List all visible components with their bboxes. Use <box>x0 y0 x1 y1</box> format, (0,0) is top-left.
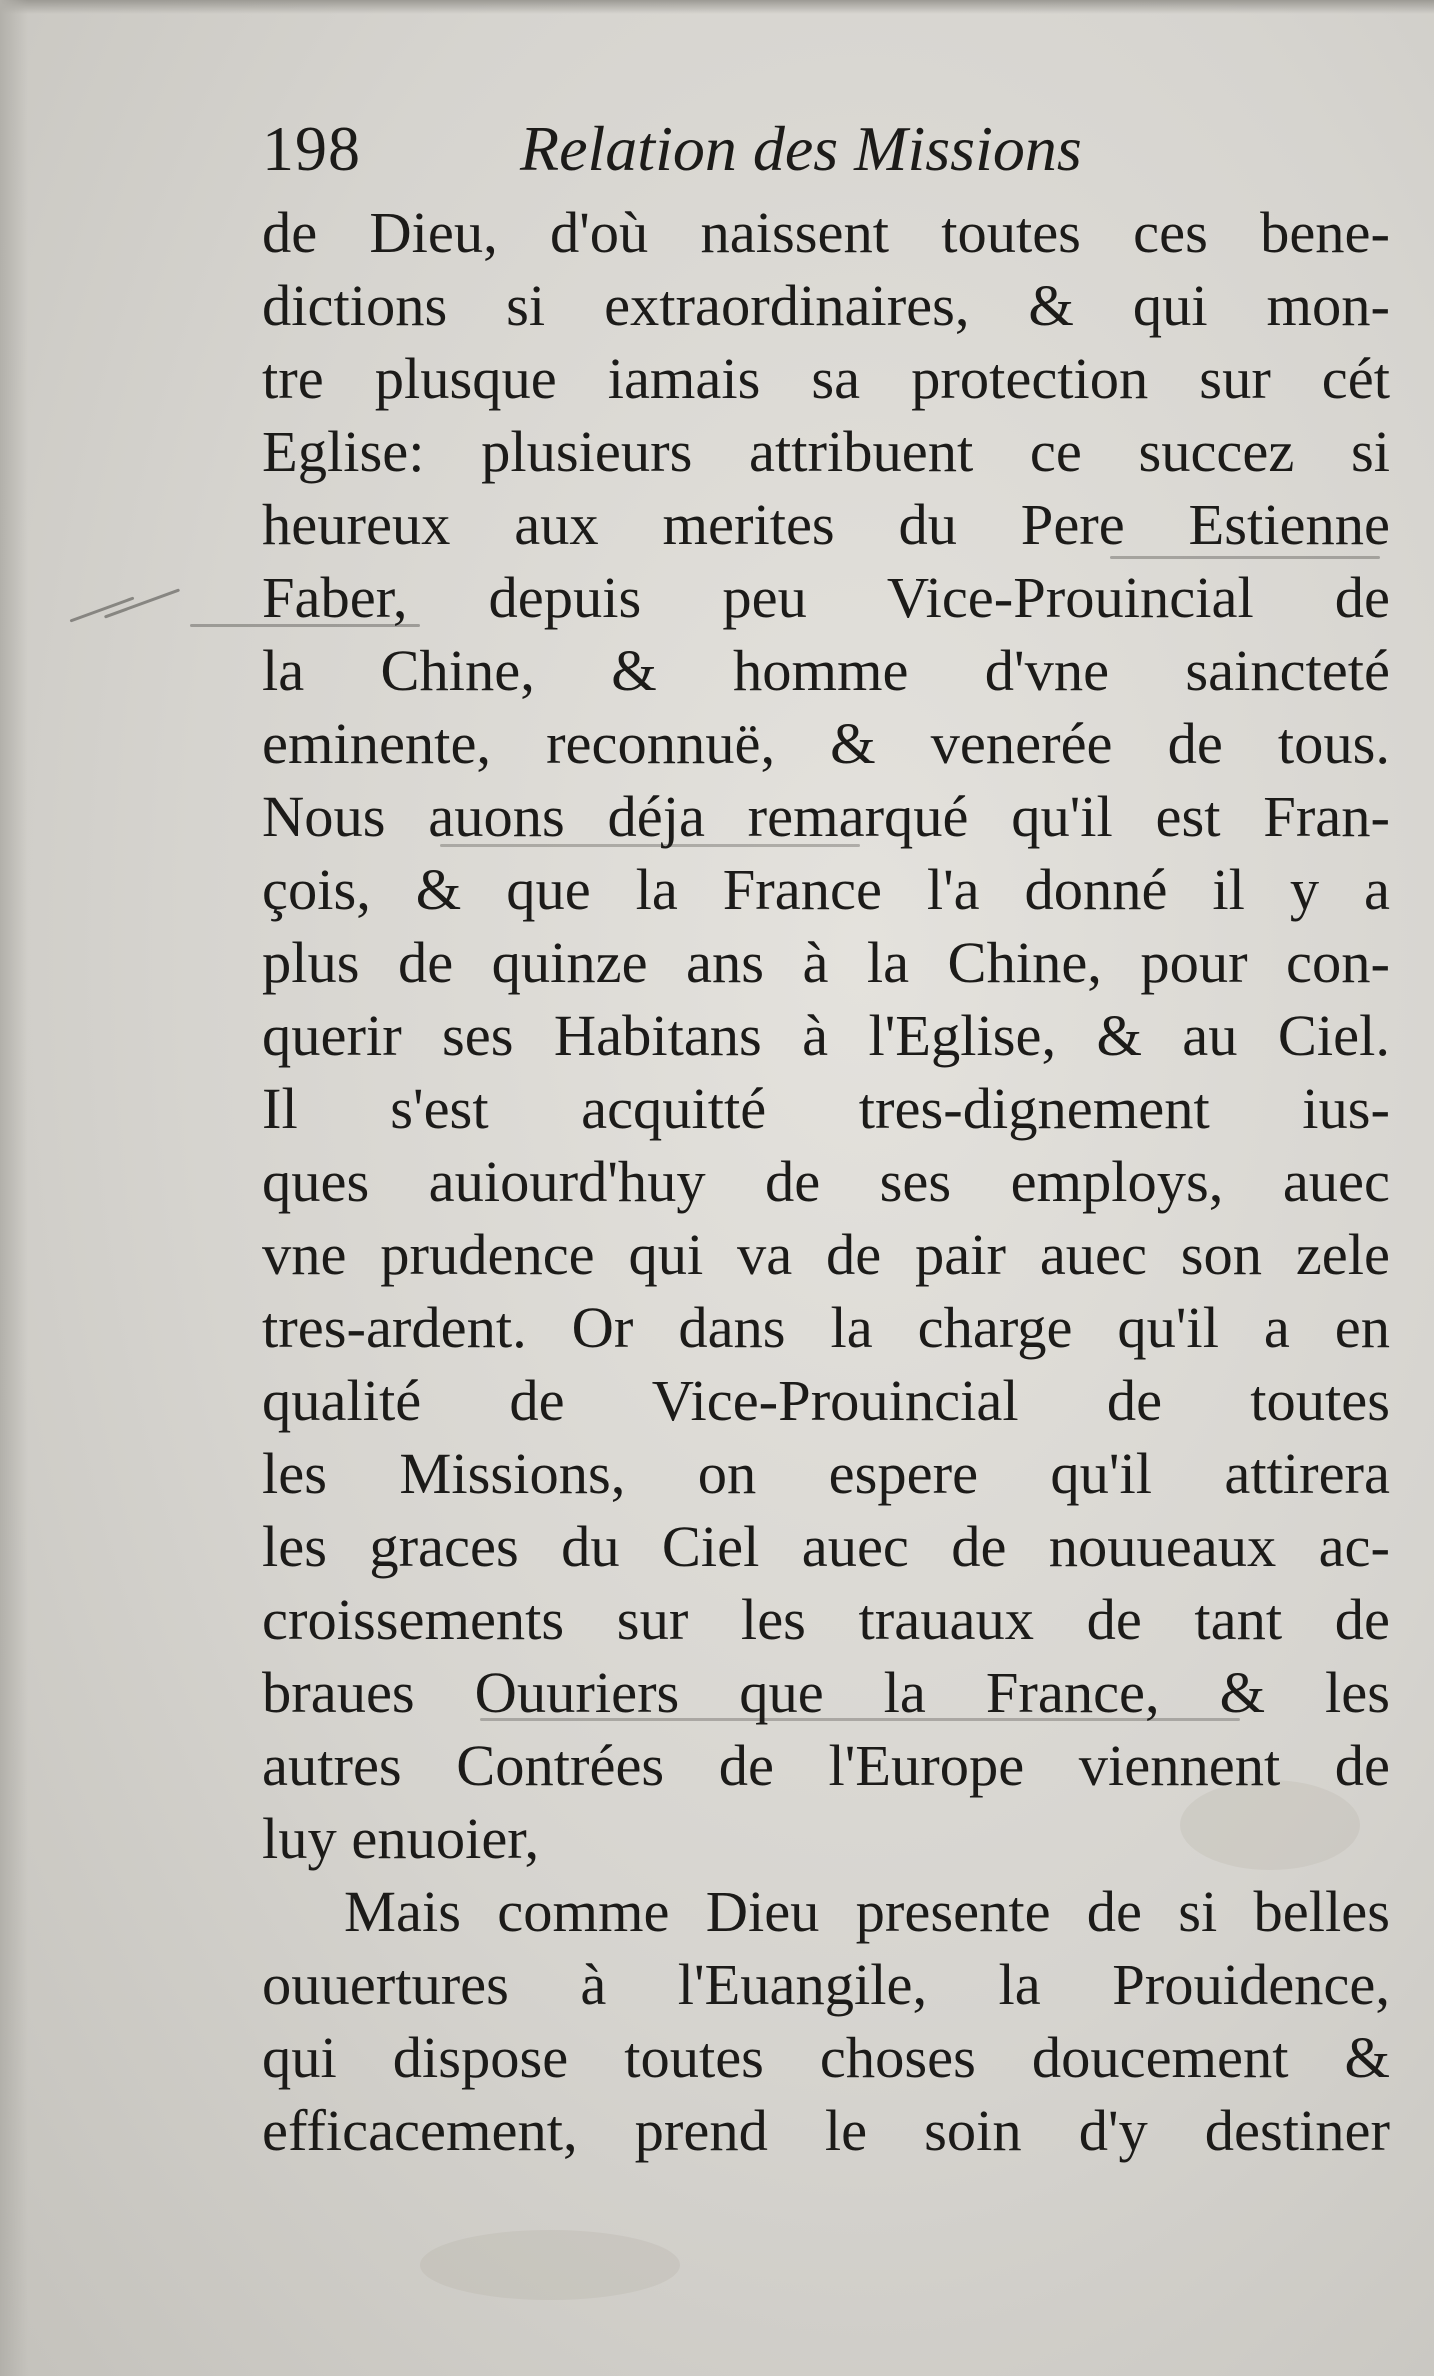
text-line: luy enuoier, <box>262 1806 540 1871</box>
text-line: qui dispose toutes choses doucement & <box>262 2025 1390 2090</box>
text-line: qualité de Vice-Prouincial de toutes <box>262 1368 1390 1433</box>
page-gutter-shadow <box>0 0 28 2376</box>
page-number: 198 <box>262 113 361 184</box>
text-line: la Chine, & homme d'vne saincteté <box>262 638 1390 703</box>
running-head-title: Relation des Missions <box>520 113 1082 184</box>
text-line: braues Ouuriers que la France, & les <box>262 1660 1390 1725</box>
body-text <box>262 196 1390 2167</box>
page-top-edge <box>0 0 1434 14</box>
text-line: Nous auons déja remarqué qu'il est Fran- <box>262 784 1390 849</box>
text-line: les Missions, on espere qu'il attirera <box>262 1441 1390 1506</box>
text-line: heureux aux merites du Pere Estienne <box>262 492 1390 557</box>
text-line: vne prudence qui va de pair auec son zele <box>262 1222 1390 1287</box>
text-line: querir ses Habitans à l'Eglise, & au Ciel. <box>262 1003 1390 1068</box>
pencil-mark <box>60 574 210 634</box>
text-line: Faber, depuis peu Vice-Prouincial de <box>262 565 1390 630</box>
text-line: ouuertures à l'Euangile, la Prouidence, <box>262 1952 1390 2017</box>
text-line: efficacement, prend le soin d'y destiner <box>262 2098 1390 2163</box>
text-line: dictions si extraordinaires, & qui mon- <box>262 273 1390 338</box>
text-line: tres-ardent. Or dans la charge qu'il a en <box>262 1295 1390 1360</box>
text-line: çois, & que la France l'a donné il y a <box>262 857 1390 922</box>
text-line: ques auiourd'huy de ses employs, auec <box>262 1149 1390 1214</box>
text-line: Mais comme Dieu presente de si belles <box>344 1879 1390 1944</box>
text-line: plus de quinze ans à la Chine, pour con- <box>262 930 1390 995</box>
paper-stain <box>420 2230 680 2300</box>
text-line: de Dieu, d'où naissent toutes ces bene- <box>262 200 1390 265</box>
text-line: eminente, reconnuë, & venerée de tous. <box>262 711 1390 776</box>
text-line: tre plusque iamais sa protection sur cét <box>262 346 1390 411</box>
text-line: autres Contrées de l'Europe viennent de <box>262 1733 1390 1798</box>
text-line: Eglise: plusieurs attribuent ce succez si <box>262 419 1390 484</box>
text-line: Il s'est acquitté tres-dignement ius- <box>262 1076 1390 1141</box>
running-head <box>262 112 1262 192</box>
text-line: croissements sur les trauaux de tant de <box>262 1587 1390 1652</box>
text-line: les graces du Ciel auec de nouueaux ac- <box>262 1514 1390 1579</box>
